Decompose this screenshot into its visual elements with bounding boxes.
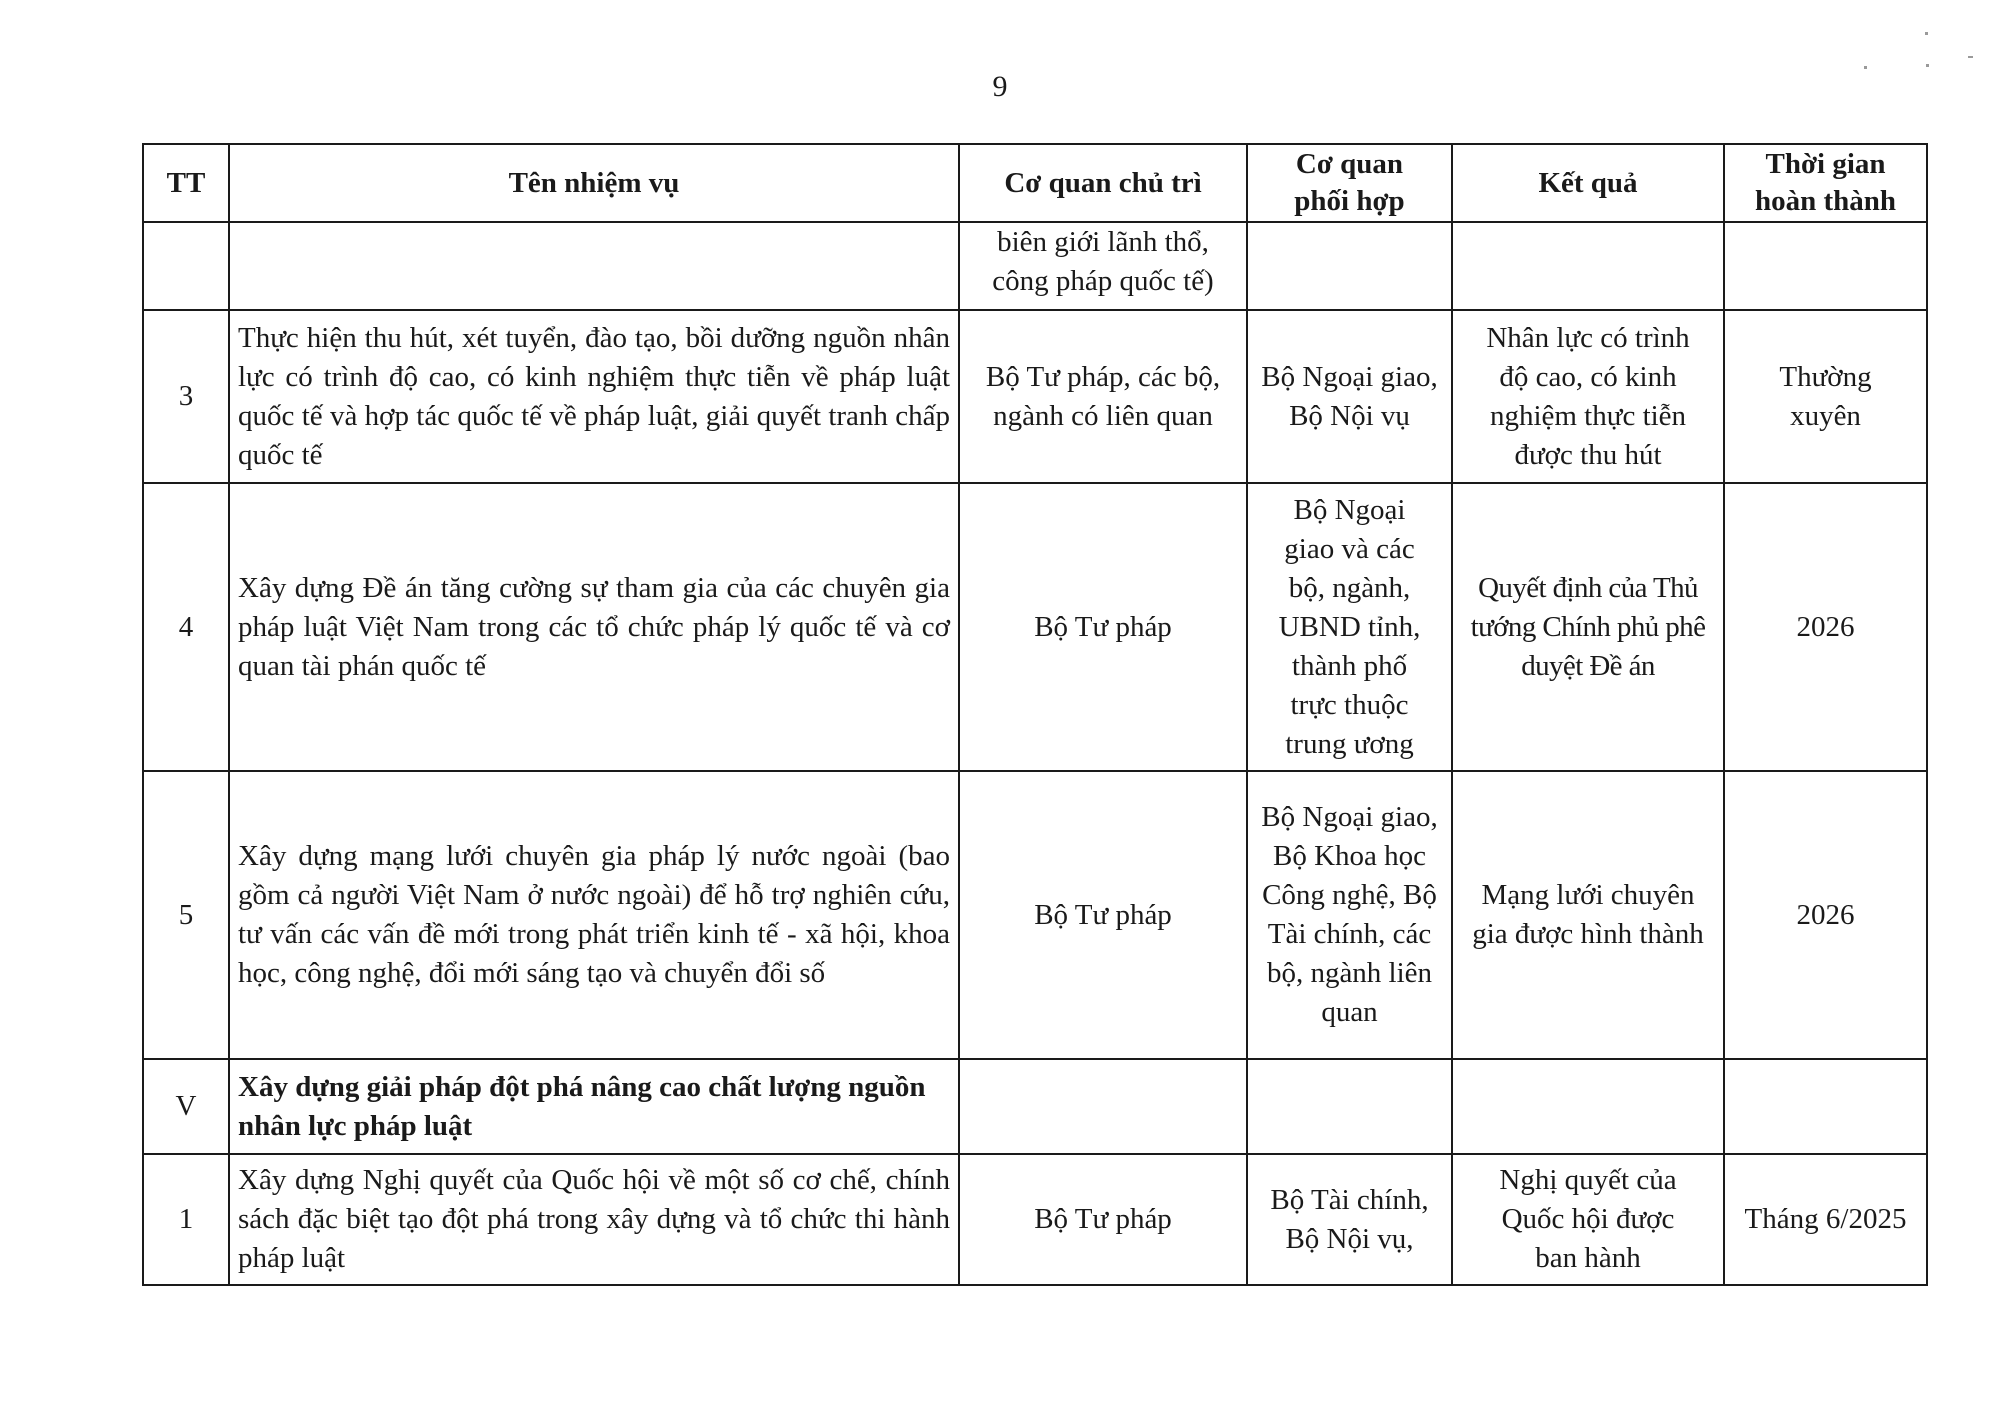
cell-coordinating-agency: Bộ Ngoại giao và các bộ, ngành, UBND tỉnh, thành phố trực thuộc trung ương — [1247, 483, 1452, 771]
cell-coordinating-agency — [1247, 1059, 1452, 1154]
cell-result — [1452, 222, 1724, 310]
cell-result: Quyết định của Thủ tướng Chính phủ phê duyệt Đề án — [1452, 483, 1724, 771]
section-number: V — [143, 1059, 229, 1154]
cell-tt: 3 — [143, 310, 229, 483]
cell-coordinating-agency: Bộ Ngoại giao, Bộ Nội vụ — [1247, 310, 1452, 483]
cell-result: Nhân lực có trình độ cao, có kinh nghiệm thực tiễn được thu hút — [1452, 310, 1724, 483]
cell-lead-agency: biên giới lãnh thổ, công pháp quốc tế) — [959, 222, 1247, 310]
page-number: 9 — [992, 70, 1008, 103]
cell-tt: 1 — [143, 1154, 229, 1285]
cell-task-name — [229, 222, 959, 310]
table-row — [143, 483, 1927, 771]
header-tt: TT — [143, 144, 229, 222]
cell-task-name: Xây dựng Nghị quyết của Quốc hội về một số cơ chế, chính sách đặc biệt tạo đột phá trong xây dựng và tổ chức thi hành pháp luật — [229, 1154, 959, 1285]
cell-task-name: Xây dựng mạng lưới chuyên gia pháp lý nước ngoài (bao gồm cả người Việt Nam ở nước ngoài) để hỗ trợ nghiên cứu, tư vấn các vấn đề mới trong phát triển kinh tế - xã hội, khoa học, công nghệ, đổi mới sáng tạo và chuyển đổi số — [229, 771, 959, 1059]
header-lead-agency: Cơ quan chủ trì — [959, 144, 1247, 222]
scan-speck — [1864, 66, 1867, 69]
task-table — [142, 143, 1928, 1286]
scan-speck — [1925, 32, 1928, 35]
section-title: Xây dựng giải pháp đột phá nâng cao chất lượng nguồn nhân lực pháp luật — [229, 1059, 959, 1154]
header-coordinating-agency: Cơ quan phối hợp — [1247, 144, 1452, 222]
header-result: Kết quả — [1452, 144, 1724, 222]
cell-lead-agency: Bộ Tư pháp, các bộ, ngành có liên quan — [959, 310, 1247, 483]
cell-deadline: Tháng 6/2025 — [1724, 1154, 1927, 1285]
cell-lead-agency — [959, 1059, 1247, 1154]
cell-coordinating-agency: Bộ Tài chính, Bộ Nội vụ, — [1247, 1154, 1452, 1285]
cell-coordinating-agency — [1247, 222, 1452, 310]
cell-deadline: Thường xuyên — [1724, 310, 1927, 483]
cell-lead-agency: Bộ Tư pháp — [959, 483, 1247, 771]
cell-result: Nghị quyết của Quốc hội được ban hành — [1452, 1154, 1724, 1285]
cell-deadline: 2026 — [1724, 771, 1927, 1059]
cell-lead-agency: Bộ Tư pháp — [959, 771, 1247, 1059]
table-header-row — [143, 144, 1927, 222]
cell-deadline: 2026 — [1724, 483, 1927, 771]
cell-lead-agency: Bộ Tư pháp — [959, 1154, 1247, 1285]
header-deadline: Thời gian hoàn thành — [1724, 144, 1927, 222]
cell-task-name: Xây dựng Đề án tăng cường sự tham gia của các chuyên gia pháp luật Việt Nam trong các tổ chức pháp lý quốc tế và cơ quan tài phán quốc tế — [229, 483, 959, 771]
cell-coordinating-agency: Bộ Ngoại giao, Bộ Khoa học Công nghệ, Bộ Tài chính, các bộ, ngành liên quan — [1247, 771, 1452, 1059]
table-row — [143, 771, 1927, 1059]
cell-task-name: Thực hiện thu hút, xét tuyển, đào tạo, bồi dưỡng nguồn nhân lực có trình độ cao, có kinh nghiệm thực tiễn về pháp luật quốc tế và hợp tác quốc tế về pháp luật, giải quyết tranh chấp quốc tế — [229, 310, 959, 483]
scan-speck — [1926, 64, 1929, 67]
section-row — [143, 1059, 1927, 1154]
cell-tt: 5 — [143, 771, 229, 1059]
cell-deadline — [1724, 1059, 1927, 1154]
cell-deadline — [1724, 222, 1927, 310]
cell-tt — [143, 222, 229, 310]
table-row — [143, 222, 1927, 310]
header-task-name: Tên nhiệm vụ — [229, 144, 959, 222]
table-row — [143, 310, 1927, 483]
cell-result — [1452, 1059, 1724, 1154]
cell-tt: 4 — [143, 483, 229, 771]
scan-speck — [1968, 56, 1973, 58]
cell-result: Mạng lưới chuyên gia được hình thành — [1452, 771, 1724, 1059]
table-row — [143, 1154, 1927, 1285]
